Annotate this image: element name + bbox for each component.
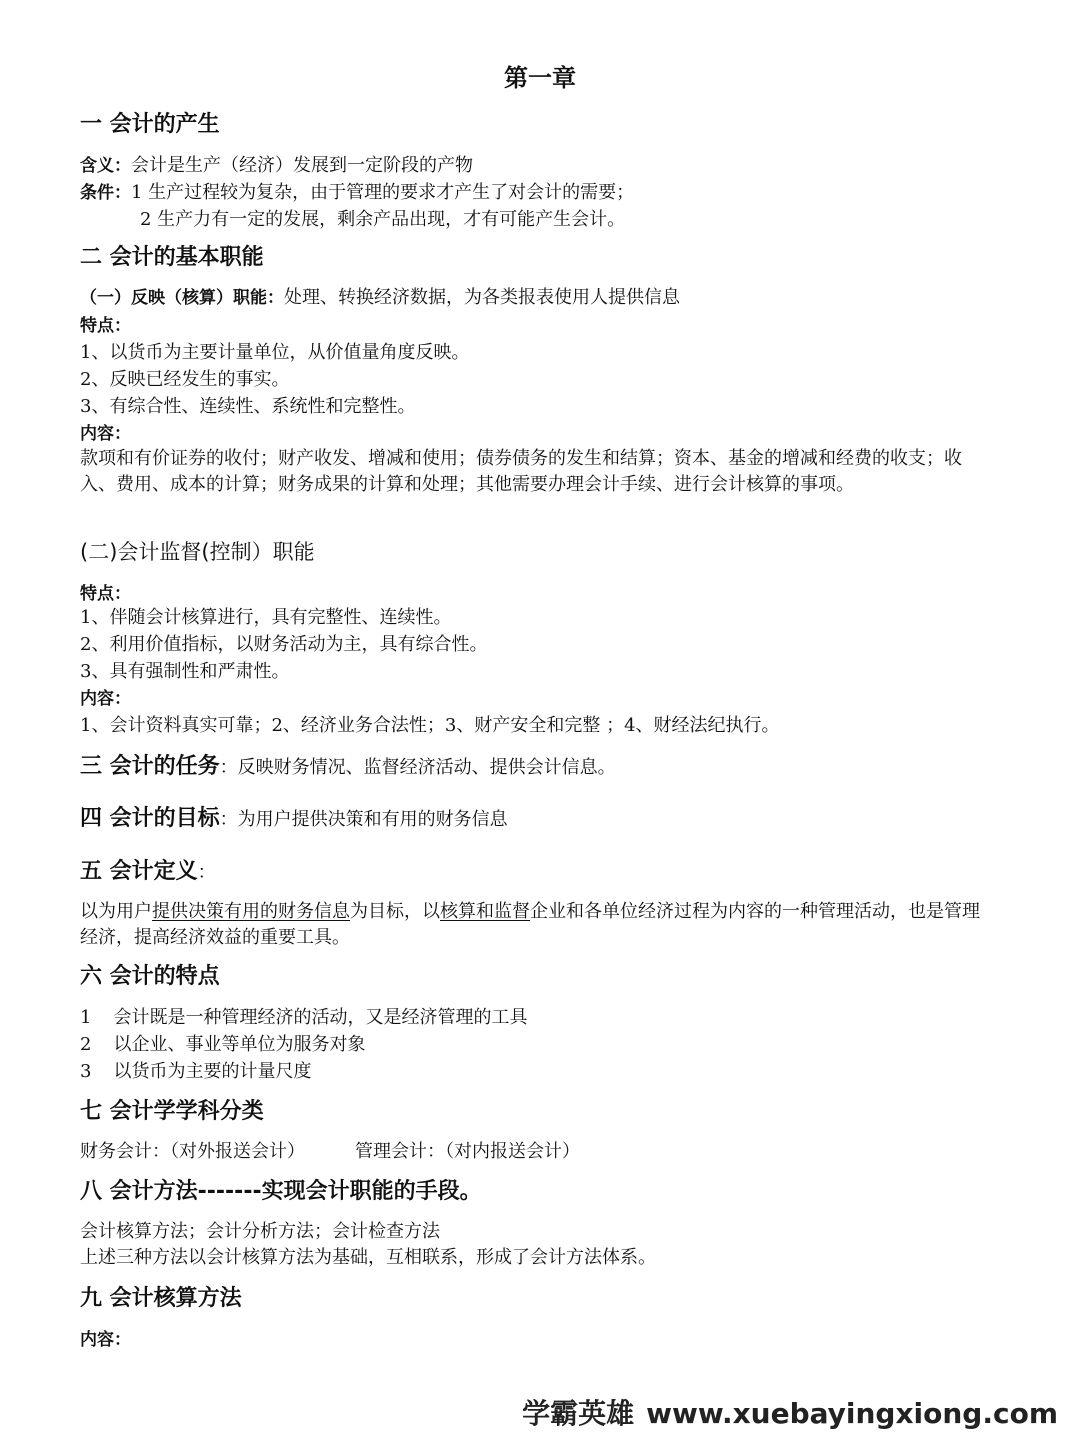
reflect-function-text: 处理、转换经济数据，为各类报表使用人提供信息 (284, 287, 680, 308)
definition-underline-1: 提供决策有用的财务信息 (152, 901, 350, 922)
trait-item (80, 1059, 311, 1085)
task-line (80, 752, 616, 782)
reflect-function-line (80, 285, 680, 311)
feature-item: 3、有综合性、连续性、系统性和完整性。 (80, 396, 416, 417)
conditions-line (80, 180, 634, 206)
feature-item: 3、具有强制性和严肃性。 (80, 661, 290, 682)
section-heading-classification: 七 会计学学科分类 (80, 1099, 264, 1124)
trait-text: 会计既是一种管理经济的活动，又是经济管理的工具 (113, 1007, 528, 1028)
task-text: ：反映财务情况、监督经济活动、提供会计信息。 (219, 757, 616, 778)
section-heading-goal: 四 会计的目标 (80, 806, 220, 831)
financial-accounting: 财务会计：（对外报送会计） (80, 1141, 305, 1162)
goal-text: ：为用户提供决策和有用的财务信息 (219, 809, 508, 830)
content-label: 内容： (80, 424, 131, 444)
section-heading-traits: 六 会计的特点 (80, 964, 220, 989)
feature-item: 2、反映已经发生的事实。 (80, 369, 290, 390)
watermark-brand: 学霸英雄 (522, 1397, 635, 1430)
definition-text-b: 为目标，以 (350, 901, 440, 922)
trait-number: 1 (80, 1007, 92, 1028)
management-accounting: 管理会计：（对内报送会计） (355, 1141, 580, 1162)
trait-text: 以企业、事业等单位为服务对象 (113, 1034, 366, 1055)
trait-item (80, 1005, 527, 1031)
condition-1: 1 生产过程较为复杂，由于管理的要求才产生了对会计的需要； (131, 182, 635, 203)
section-heading-accounting-methods: 九 会计核算方法 (80, 1286, 242, 1311)
content2-text: 1、会计资料真实可靠；2、经济业务合法性；3、财产安全和完整 ；4、财经法纪执行。 (80, 715, 780, 736)
content-label-2: 内容： (80, 689, 131, 709)
feature-item: 2、利用价值指标，以财务活动为主，具有综合性。 (80, 634, 488, 655)
trait-number: 2 (80, 1034, 92, 1055)
meaning-label: 含义： (80, 156, 131, 176)
content-paragraph: 款项和有价证券的收付；财产收发、增减和使用；债券债务的发生和结算；资本、基金的增减和经费的收支；收入、费用、成本的计算；财务成果的计算和处理；其他需要办理会计手续、进行会计核算的事项。 (80, 448, 962, 495)
definition-heading-colon: ： (197, 862, 216, 883)
definition-text-c: 企业和各单位经济过程为内容的一种管理活动，也是管理经济，提高经济效益的重要工具。 (80, 901, 980, 948)
definition-paragraph (80, 899, 992, 951)
classification-line (80, 1139, 580, 1165)
watermark-url: www.xuebayingxiong.com (646, 1397, 1058, 1430)
section-heading-origin: 一 会计的产生 (80, 112, 220, 137)
chapter-title: 第一章 (504, 64, 576, 92)
features-label: 特点： (80, 316, 131, 336)
methods-line-2: 上述三种方法以会计核算方法为基础，互相联系，形成了会计方法体系。 (80, 1247, 656, 1268)
definition-underline-2: 核算和监督 (440, 901, 530, 922)
section-heading-definition: 五 会计定义 (80, 859, 198, 884)
site-watermark (522, 1392, 1058, 1432)
supervision-heading: (二)会计监督(控制）职能 (80, 540, 315, 564)
methods-line-1: 会计核算方法；会计分析方法；会计检查方法 (80, 1221, 440, 1242)
section-heading-functions: 二 会计的基本职能 (80, 245, 264, 270)
reflect-function-label: （一）反映（核算）职能： (80, 288, 284, 308)
goal-line (80, 804, 508, 834)
section-heading-task: 三 会计的任务 (80, 754, 220, 779)
content-label-3: 内容： (80, 1330, 131, 1350)
features-label-2: 特点： (80, 584, 131, 604)
feature-item: 1、以货币为主要计量单位，从价值量角度反映。 (80, 342, 470, 363)
conditions-label: 条件： (80, 183, 131, 203)
definition-heading-line (80, 857, 216, 887)
feature-item: 1、伴随会计核算进行，具有完整性、连续性。 (80, 607, 452, 628)
trait-number: 3 (80, 1061, 92, 1082)
meaning-line (80, 153, 473, 179)
definition-text-a: 以为用户 (80, 901, 152, 922)
section-heading-methods: 八 会计方法-------实现会计职能的手段。 (80, 1179, 482, 1204)
meaning-text: 会计是生产（经济）发展到一定阶段的产物 (131, 155, 473, 176)
trait-text: 以货币为主要的计量尺度 (113, 1061, 312, 1082)
condition-2: 2 生产力有一定的发展，剩余产品出现，才有可能产生会计。 (140, 209, 626, 230)
trait-item (80, 1032, 365, 1058)
